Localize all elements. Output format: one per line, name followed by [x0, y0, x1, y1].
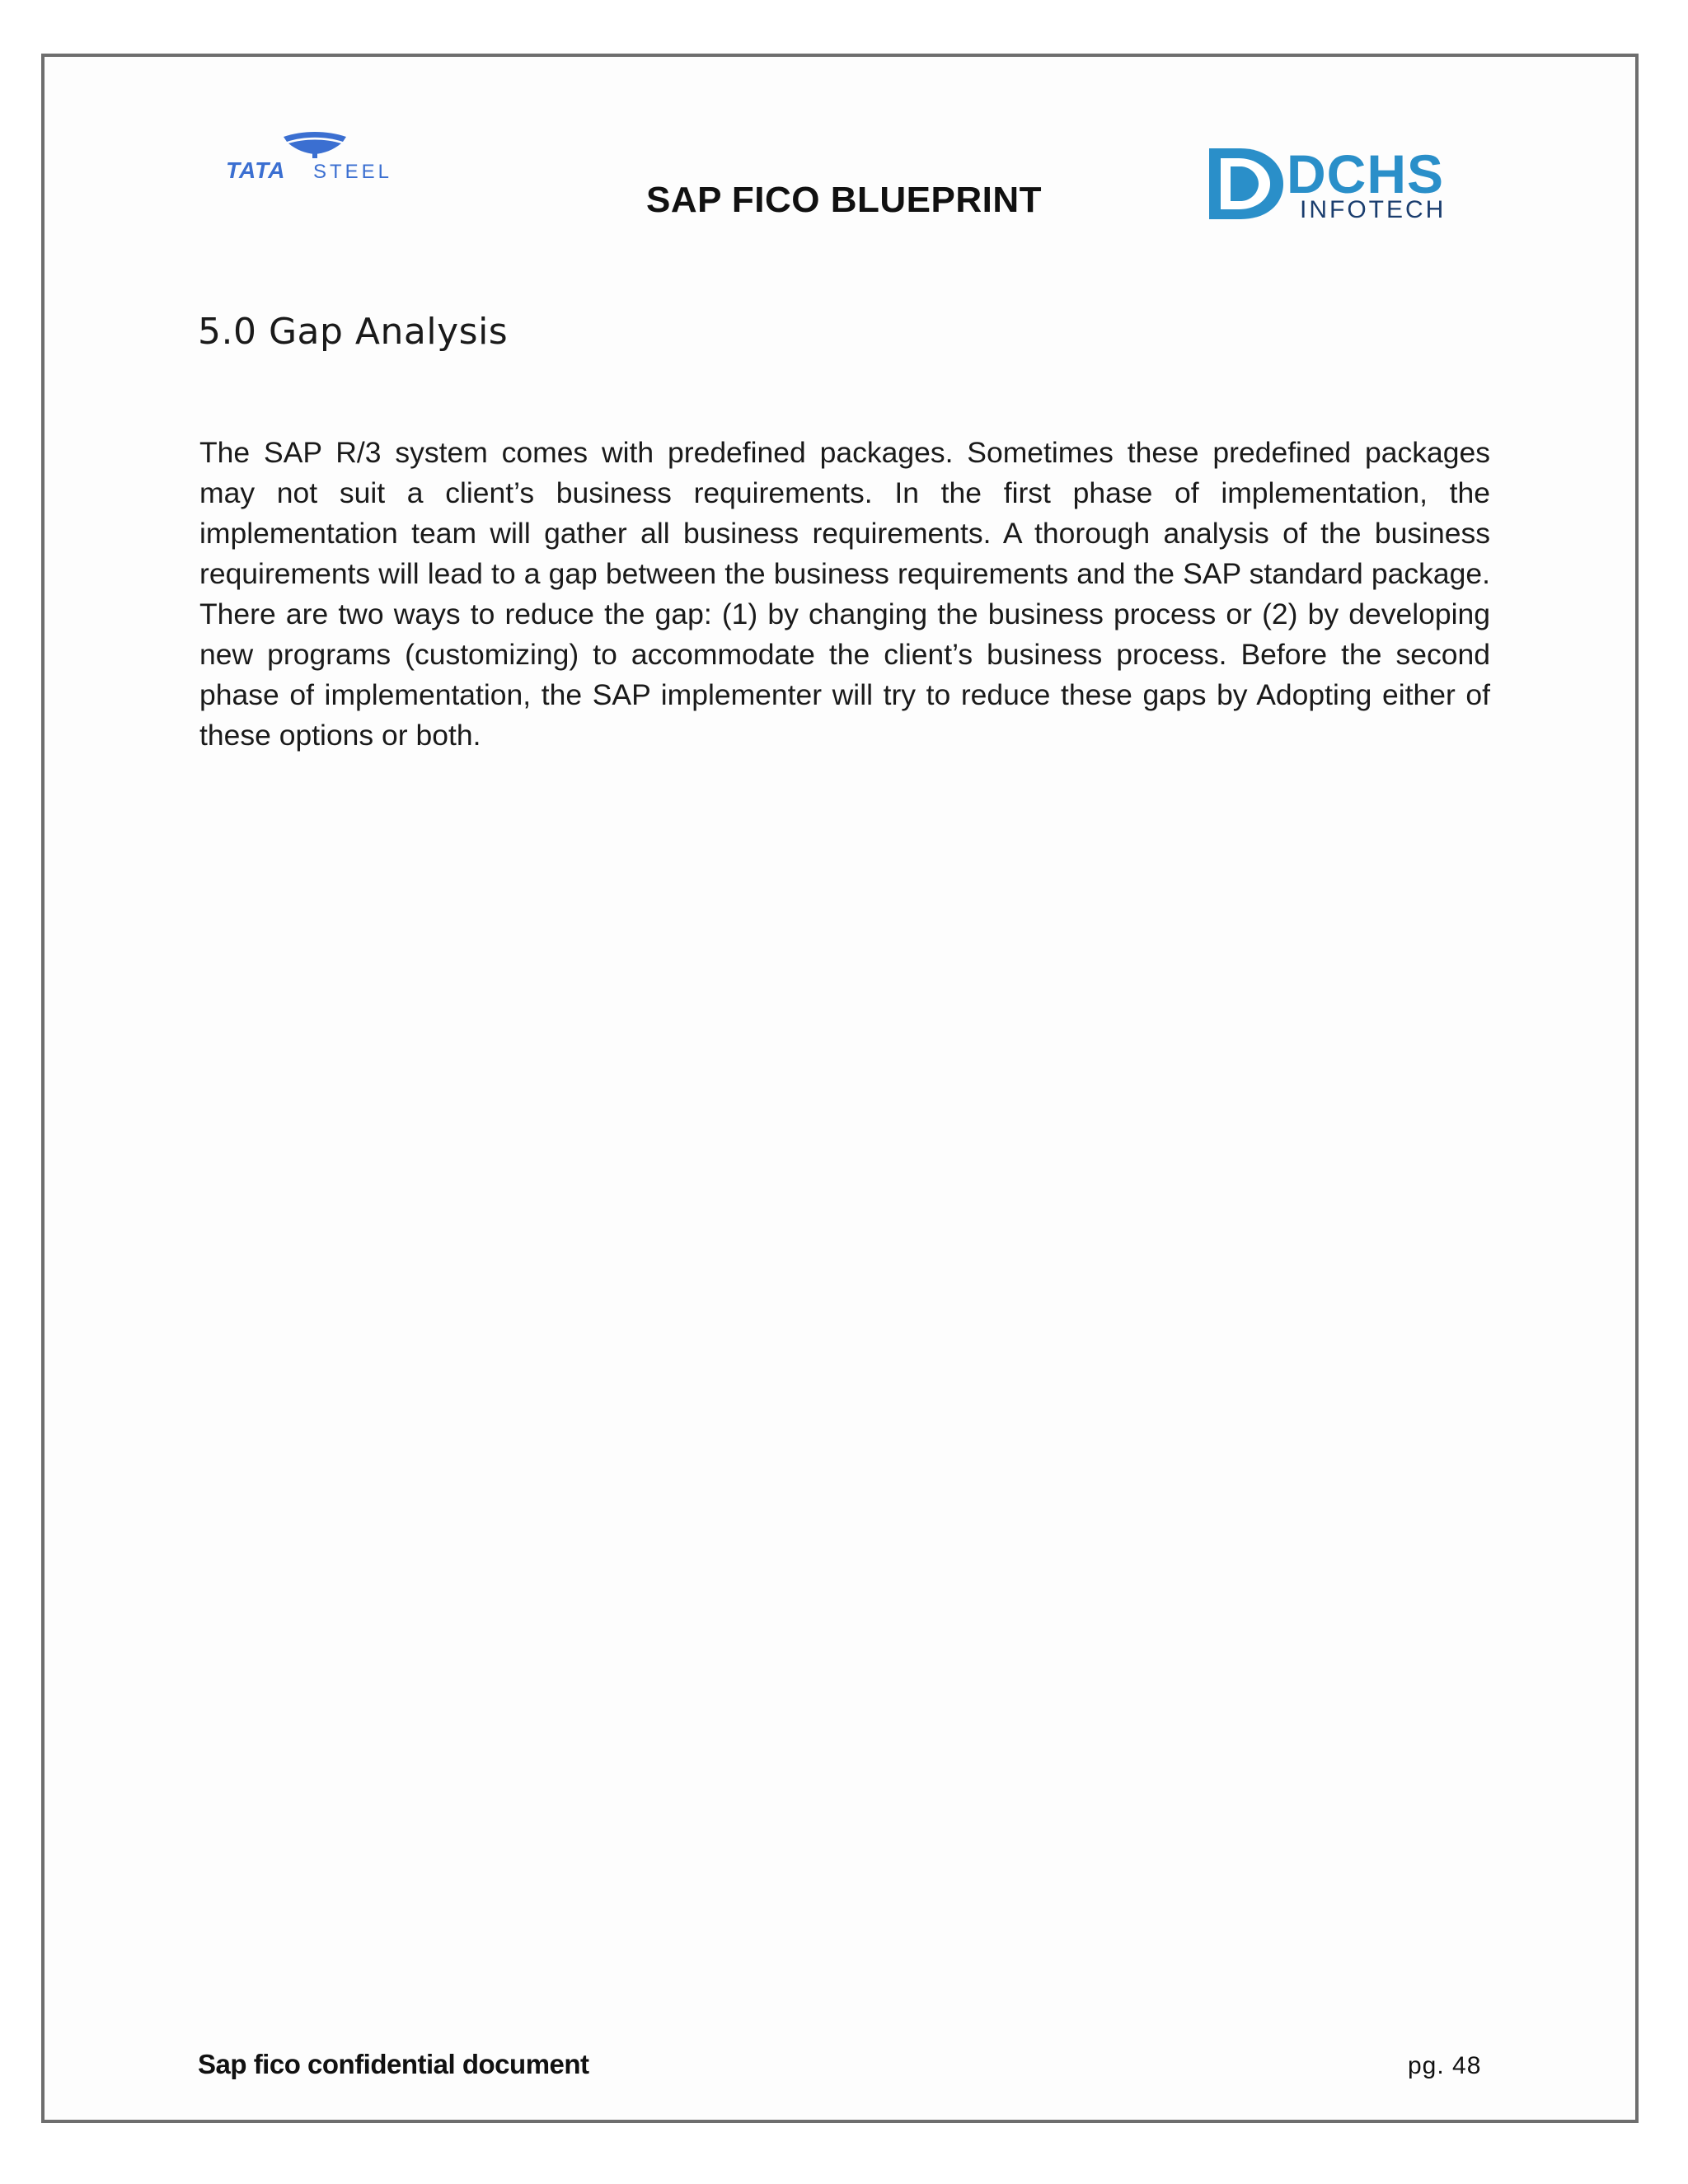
- document-title: SAP FICO BLUEPRINT: [645, 180, 1042, 220]
- page-border: [41, 54, 1639, 2123]
- svg-text:TATA: TATA: [226, 157, 286, 183]
- section-body-paragraph: The SAP R/3 system comes with predefined packages. Sometimes these predefined packages may not suit a client’s business requirements. In the first phase of implementation, the implementation team will gather all business requirements. A thorough analysis of the business requirements will lead to a gap between the business requirements and the SAP standard package. There are two ways to reduce the gap: (1) by changing the business process or (2) by developing new programs (customizing) to accommodate the client’s business process. Before the second phase of implementation, the SAP implementer will try to reduce these gaps by Adopting either of these options or both.: [199, 436, 1490, 752]
- svg-text:INFOTECH: INFOTECH: [1300, 196, 1447, 221]
- page-number: pg. 48: [1408, 2052, 1482, 2079]
- section-heading: 5.0 Gap Analysis: [198, 311, 509, 353]
- svg-text:DCHS: DCHS: [1287, 147, 1445, 204]
- svg-text:STEEL: STEEL: [313, 161, 393, 183]
- footer-confidential-label: Sap fico confidential document: [198, 2049, 589, 2079]
